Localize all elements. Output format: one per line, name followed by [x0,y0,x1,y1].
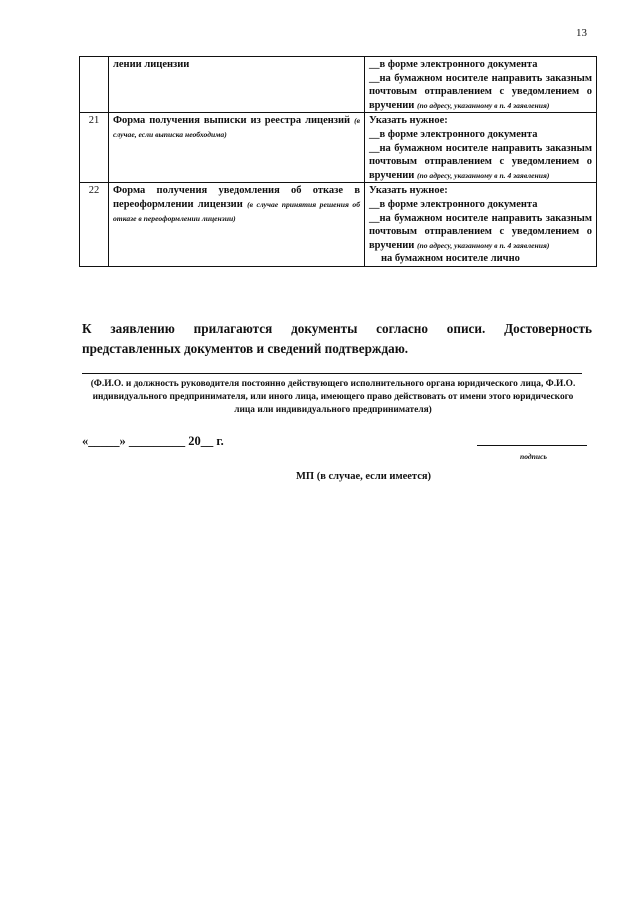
options-header: Указать нужное: [369,115,448,127]
option-mail-note: (по адресу, указанному в п. 4 заявления) [416,170,550,180]
option-electronic: __в форме электронного документа [369,59,538,70]
signature-caption: подпись [520,452,547,461]
option-mail [369,212,592,253]
row-label [109,183,365,267]
option-mail-note: (по адресу, указанному в п. 4 заявления) [416,100,550,110]
row-label [109,57,365,113]
license-form-table [79,56,597,267]
option-electronic: __в форме электронного документа [369,198,538,210]
signature-line [477,445,587,446]
option-mail-note: (по адресу, указанному в п. 4 заявления) [416,240,550,250]
stamp-note: МП (в случае, если имеется) [296,471,432,482]
row-options [365,183,597,267]
signatory-line [82,373,582,374]
options-header: Указать нужное: [369,185,448,197]
page-number: 13 [576,27,587,39]
signatory-caption: (Ф.И.О. и должность руководителя постоянно действующего исполнительного органа юридического лица, Ф.И.О. индивидуального предпринимателя, или иного лица, имеющего право действовать от имени этого юридического лица или индивидуального предпринимателя) [90,379,576,415]
date-field: «_____» _________ 20__ г. [82,434,224,448]
row-label-text: лении лицензии [113,59,190,70]
declaration-text: К заявлению прилагаются документы согласно описи. Достоверность представленных документов и сведений подтверждаю. [82,321,592,356]
row-label-note: (в случае, если выписка необходима) [113,116,360,139]
row-label-text: Форма получения выписки из реестра лицензий [113,115,351,127]
row-options [365,113,597,183]
row-label [109,113,365,183]
option-electronic: __в форме электронного документа [369,128,538,140]
row-label-note: (в случае принятия решения об отказе в переоформлении лицензии) [113,199,361,223]
row-number: 22 [80,183,109,267]
row-options [365,57,597,113]
option-mail [369,72,592,113]
row-number [80,57,109,113]
row-label-text: Форма получения уведомления об отказе в переоформлении лицензии [113,185,360,210]
table-row [80,113,597,183]
row-number: 21 [80,113,109,183]
option-personal: на бумажном носителе лично [381,253,520,265]
option-mail [369,142,592,183]
option-mail-text: __на бумажном носителе направить заказным почтовым отправлением с уведомлением о вручении [369,212,592,251]
option-mail-text: __на бумажном носителе направить заказным почтовым отправлением с уведомлением о вручении [369,142,592,181]
table-row [80,57,597,113]
option-mail-text: __на бумажном носителе направить заказным почтовым отправлением с уведомлением о вручении [369,72,592,111]
table-row [80,183,597,267]
